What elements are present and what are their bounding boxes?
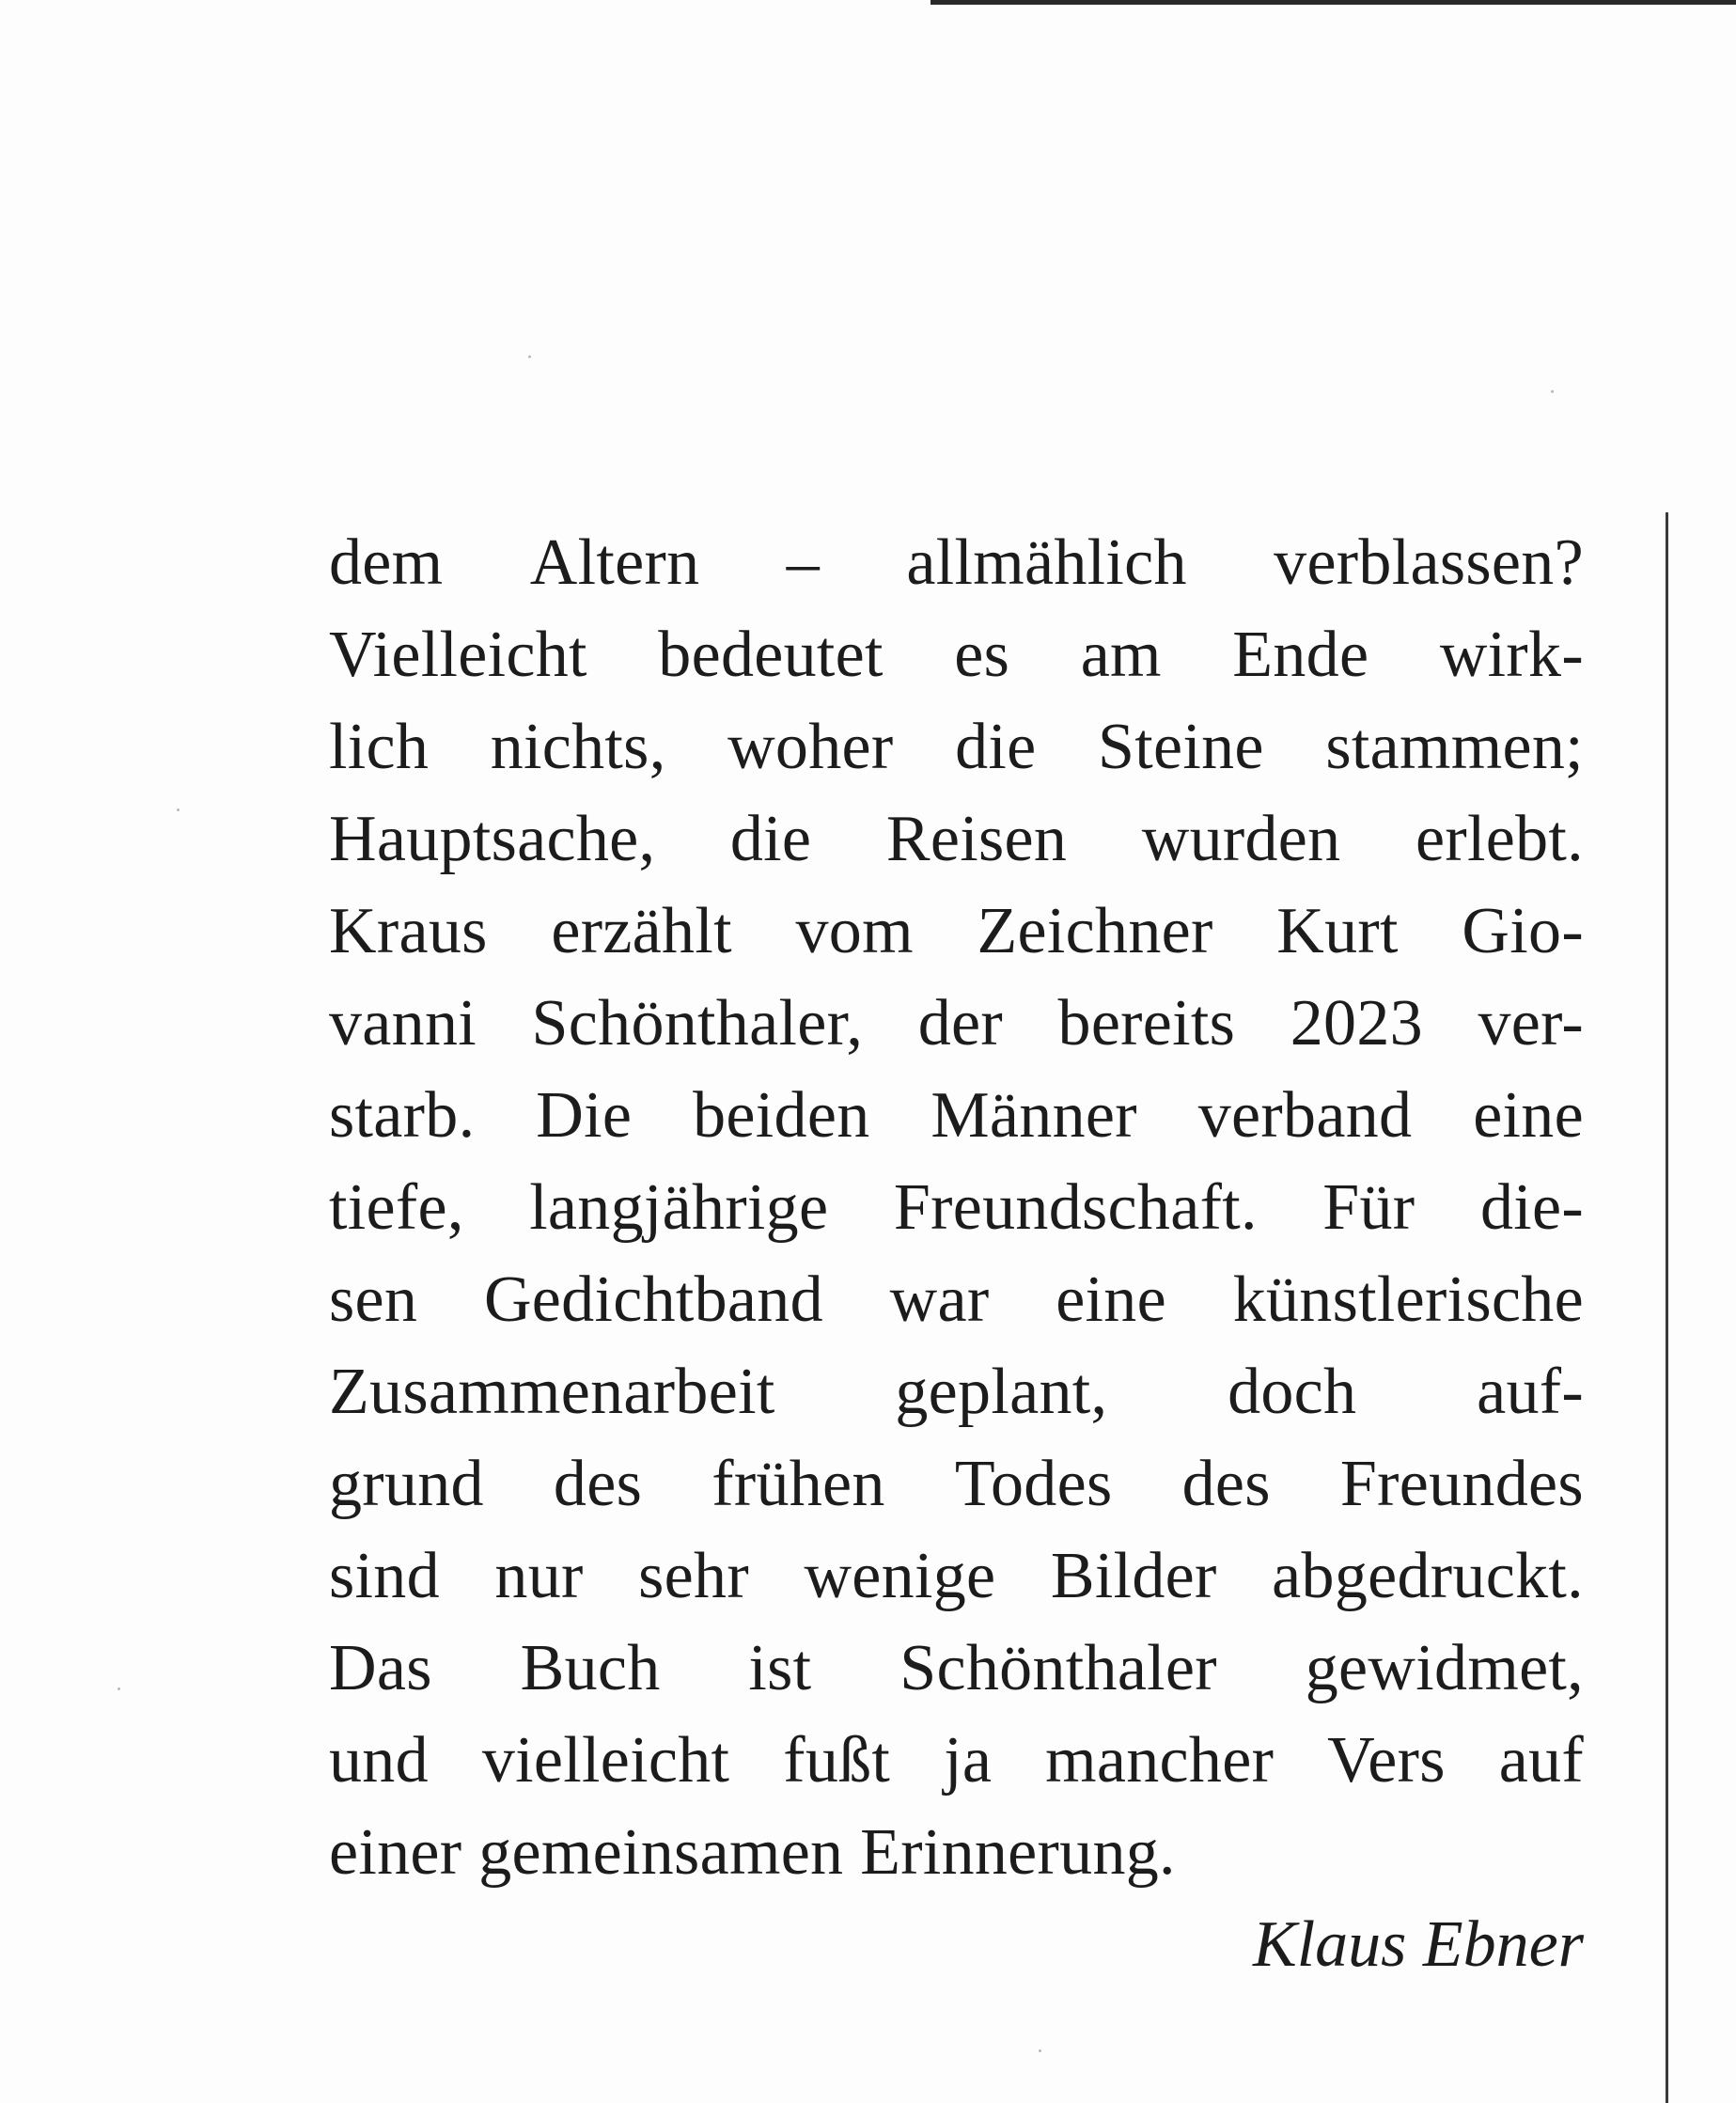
word: lich [329,711,430,783]
word: verband [1197,1079,1413,1152]
word: Hauptsache, [329,803,656,875]
word: geplant, [895,1356,1108,1428]
word: erlebt. [1415,803,1584,875]
text-line [329,609,1584,701]
word: ver- [1478,987,1584,1059]
text-line [329,517,1584,609]
word: Kraus [329,895,488,967]
word: Freundschaft. [893,1171,1258,1244]
word: bedeutet [658,619,884,691]
word: fußt [783,1724,891,1797]
word: vanni [329,987,477,1059]
word: stammen; [1325,711,1584,783]
word: wirk- [1439,619,1584,691]
word: Männer [931,1079,1137,1152]
word: der [917,987,1003,1059]
text-line [329,1162,1584,1254]
word: allmählich [906,526,1187,599]
word: Für [1322,1171,1415,1244]
word: doch [1228,1356,1357,1428]
word: Die [536,1079,633,1152]
word: 2023 [1290,987,1423,1059]
text-line [329,1254,1584,1346]
word: – [786,526,821,599]
text-line [329,1715,1584,1807]
word: Ende [1232,619,1369,691]
word: ist [748,1632,812,1704]
word: Schönthaler [899,1632,1217,1704]
word: ja [944,1724,993,1797]
scan-speck [1039,2049,1041,2052]
right-border-line [1666,512,1668,2103]
text-line [329,1530,1584,1623]
scan-speck [1551,390,1554,393]
word: wurden [1141,803,1341,875]
word: Steine [1098,711,1264,783]
word: starb. [329,1079,476,1152]
word: am [1080,619,1162,691]
text-line [329,1346,1584,1438]
word: tiefe, [329,1171,464,1244]
word: woher [727,711,894,783]
word: langjährige [529,1171,829,1244]
word: Zeichner [977,895,1213,967]
scan-speck [177,808,180,811]
word: Altern [529,526,700,599]
word: gewidmet, [1305,1632,1584,1704]
word: Gio- [1462,895,1584,967]
word: dem [329,526,444,599]
text-line [329,1438,1584,1530]
word: Schönthaler, [531,987,864,1059]
word: des [1181,1448,1271,1520]
article-column [329,517,1584,1991]
word: sen [329,1263,418,1336]
word: Todes [954,1448,1113,1520]
word: eine [1473,1079,1584,1152]
word: beiden [693,1079,870,1152]
word: vielleicht [481,1724,730,1797]
word: Vielleicht [329,619,587,691]
line-text: einer gemeinsamen Erinnerung. [329,1816,1176,1889]
word: Buch [520,1632,661,1704]
word: des [553,1448,643,1520]
top-border-line [931,0,1736,5]
text-line [329,1070,1584,1162]
word: künstlerische [1232,1263,1584,1336]
word: Bilder [1050,1540,1217,1612]
word: auf- [1477,1356,1584,1428]
word: auf [1498,1724,1584,1797]
word: Reisen [885,803,1068,875]
word: erzählt [551,895,732,967]
text-line [329,701,1584,793]
word: bereits [1057,987,1236,1059]
word: nichts, [490,711,666,783]
word: die [955,711,1037,783]
word: Freundes [1339,1448,1584,1520]
scan-speck [528,355,531,358]
word: vom [795,895,914,967]
word: die [729,803,812,875]
text-line [329,978,1584,1070]
word: sehr [638,1540,749,1612]
text-line [329,1807,1584,1899]
author-signature: Klaus Ebner [1253,1908,1584,1981]
word: Zusammenarbeit [329,1356,775,1428]
word: verblassen? [1274,526,1584,599]
word: es [954,619,1010,691]
text-line [329,793,1584,886]
word: grund [329,1448,484,1520]
word: nur [494,1540,584,1612]
word: die- [1479,1171,1584,1244]
word: und [329,1724,429,1797]
word: mancher [1045,1724,1275,1797]
text-line [329,886,1584,978]
scan-speck [117,1687,120,1690]
word: Vers [1327,1724,1446,1797]
word: frühen [712,1448,885,1520]
word: abgedruckt. [1272,1540,1584,1612]
word: war [889,1263,990,1336]
word: Das [329,1632,432,1704]
word: eine [1056,1263,1166,1336]
text-line [329,1623,1584,1715]
word: Gedichtband [483,1263,823,1336]
word: Kurt [1276,895,1399,967]
word: sind [329,1540,440,1612]
word: wenige [804,1540,996,1612]
